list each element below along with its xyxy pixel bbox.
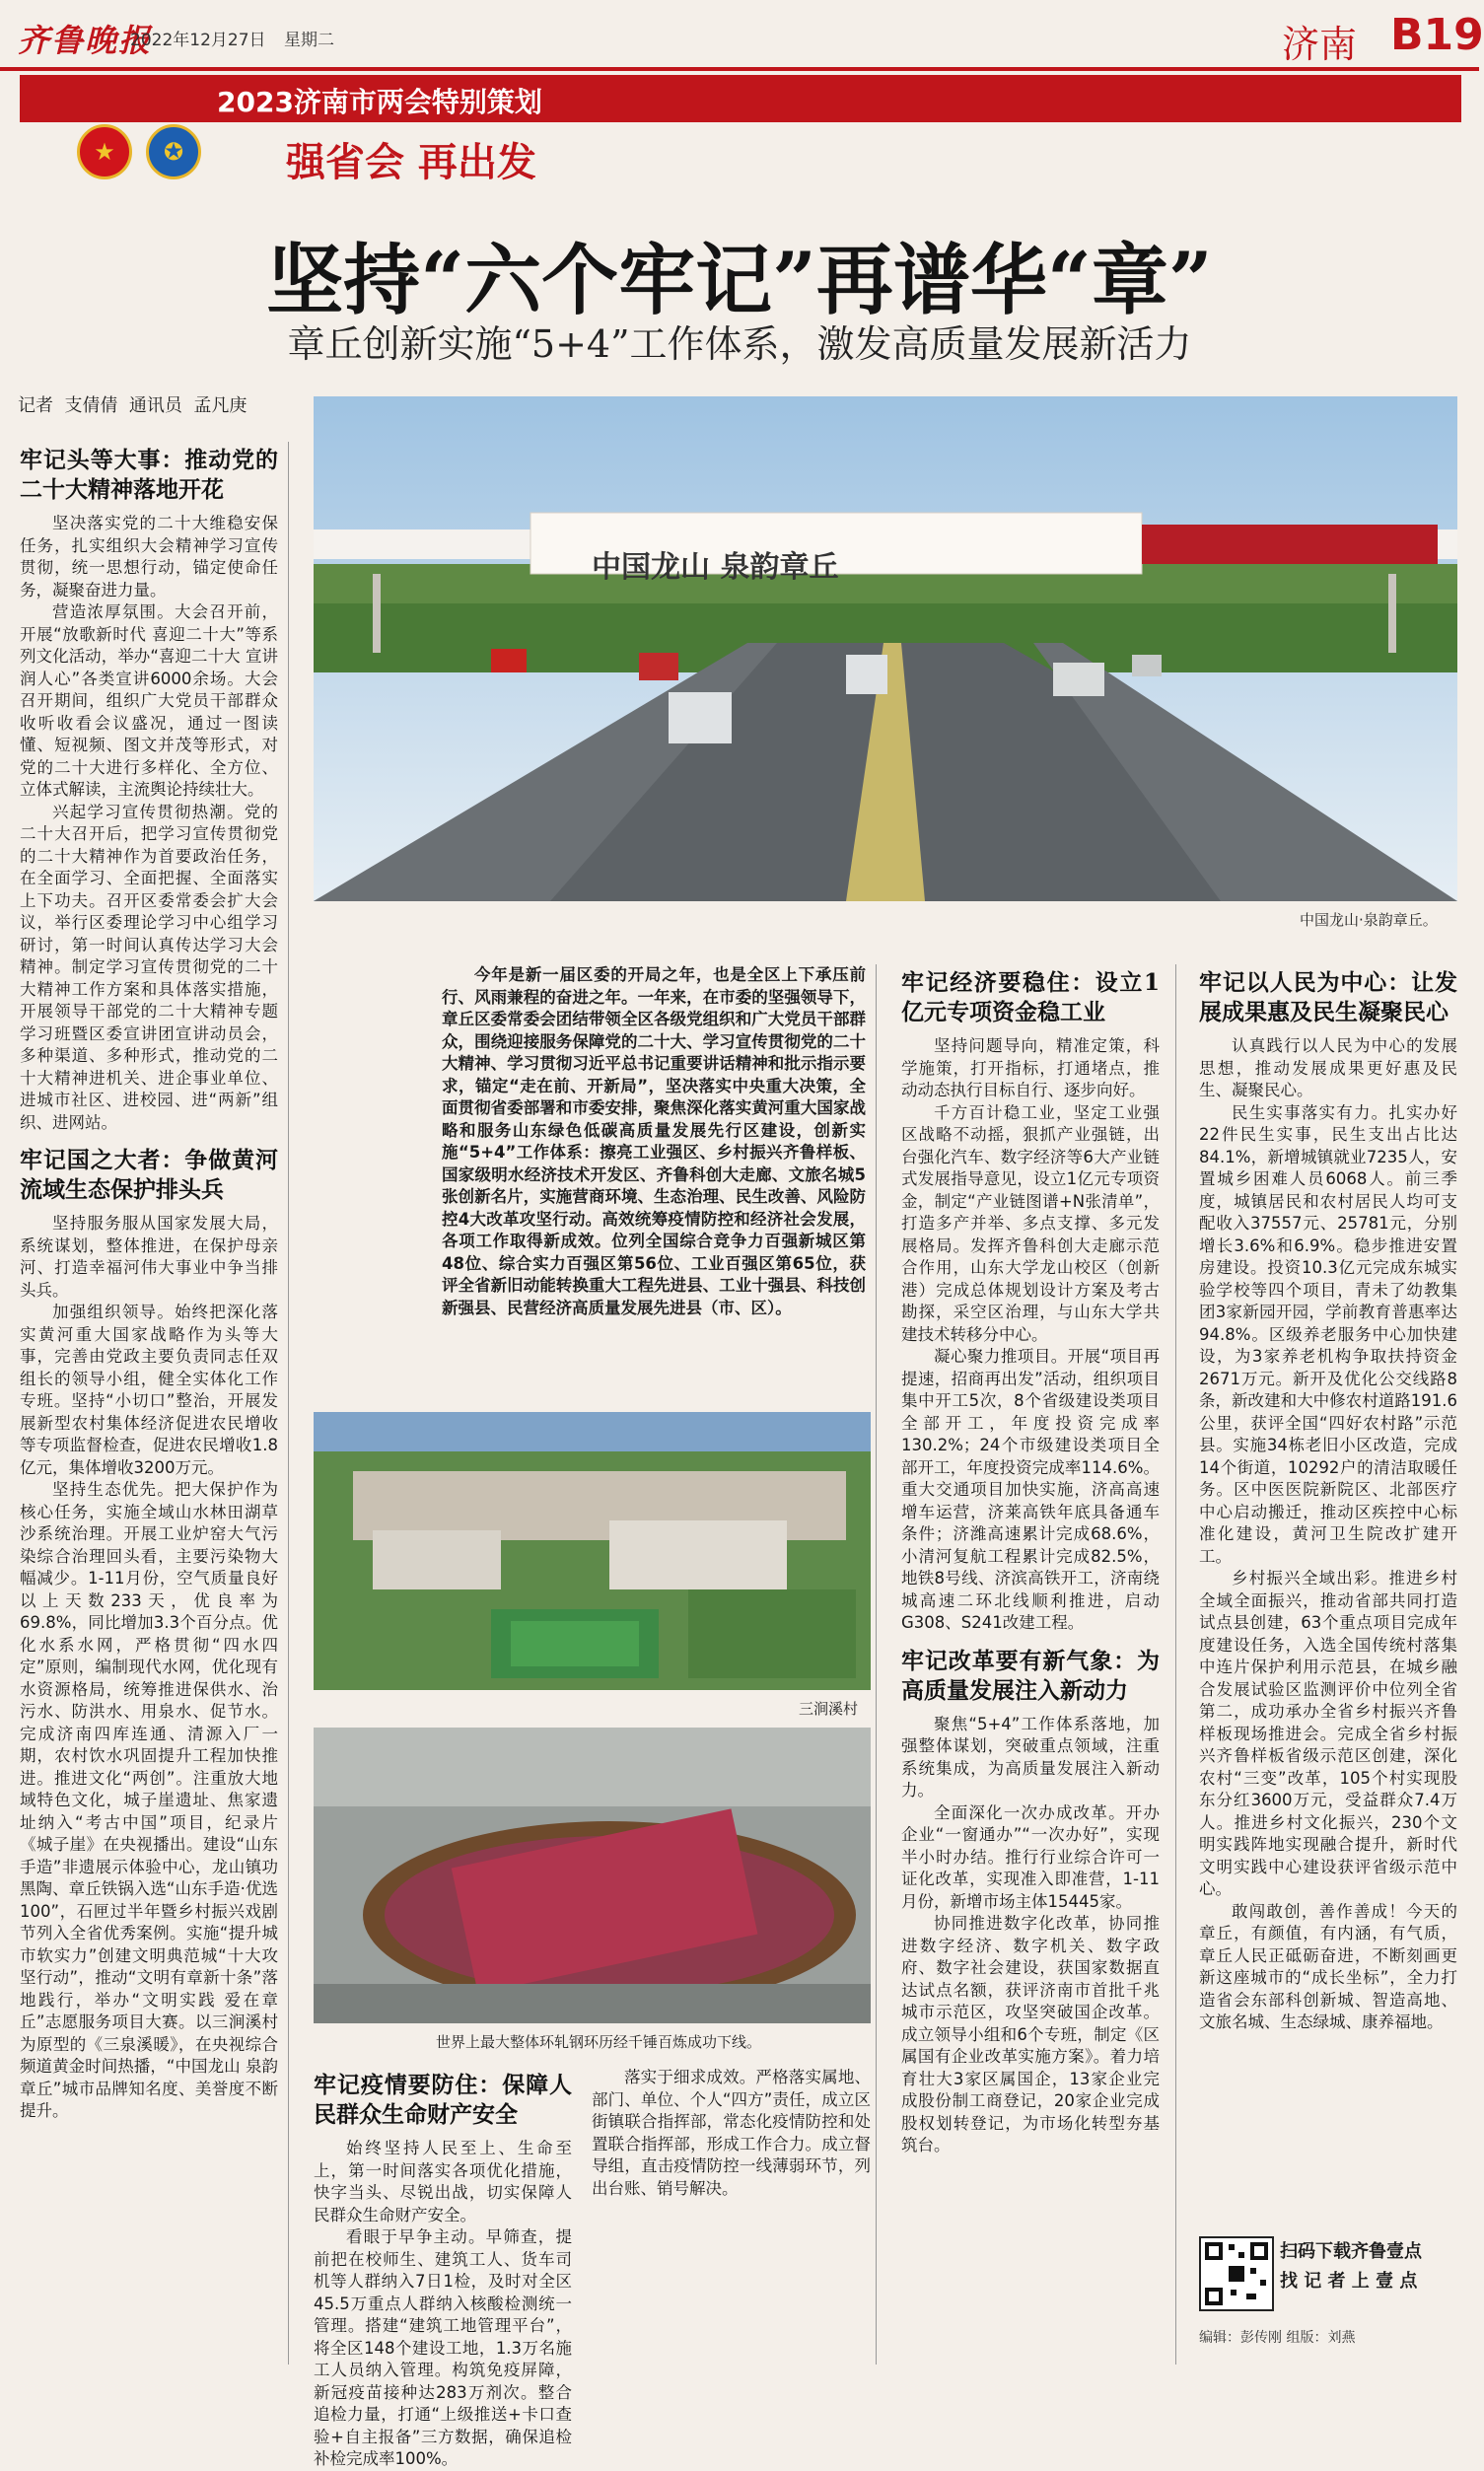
paragraph: 坚持生态优先。把大保护作为核心任务，实施全域山水林田湖草沙系统治理。开展工业炉窑大气污染综合治理回头看，主要污染物大幅减少。1-11月份，空气质量良好以上天数233天，优良率为69.8%，同比增加3.3个百分点。优化水系水网，严格贯彻“四水四定”原则，编制现代水网，优化现有水资源格局，统筹推进保供水、治污水、防洪水、用泉水、促节水。完成济南四库连通、清源入厂一期，农村饮水巩固提升工程加快推进。推进文化“两创”。注重放大地域特色文化，城子崖遗址、焦家遗址纳入“考古中国”项目，纪录片《城子崖》在央视播出。建设“山东手造”非遗展示体验中心，龙山镇功黑陶、章丘铁锅入选“山东手造·优选100”，石匣过半年暨乡村振兴戏剧节列入全省优秀案例。实施“提升城市软实力”创建文明典范城“十大攻坚行动”，推动“文明有章新十条”落地践行，举办“文明实践 爱在章丘”志愿服务项目大赛。以三涧溪村为原型的《三泉溪暖》，在央视综合频道黄金时间热播，“中国龙山 泉韵章丘”城市品牌知名度、美誉度不断提升。 [20, 1480, 278, 2120]
qr-prompt: 扫码下载齐鲁壹点 [1280, 2241, 1422, 2262]
column-divider [876, 964, 877, 2365]
page-number: B19 [1390, 10, 1484, 60]
intro-paragraph [442, 964, 866, 1319]
paragraph: 坚持服务服从国家发展大局，系统谋划，整体推进，在保护母亲河、打造幸福河伟大事业中争当排头兵。 [20, 1214, 278, 1300]
column-divider [1175, 964, 1176, 2365]
paragraph: 聚焦“5+4”工作体系落地，加强整体谋划，突破重点领域，注重系统集成，为高质量发展注入新动力。 [901, 1714, 1160, 1800]
cppcc-emblem-icon: ✪ [146, 124, 201, 179]
paragraph: 敢闯敢创，善作善成！今天的章丘，有颜值，有内涵，有气质，章丘人民正砥砺奋进，不断刻画更新这座城市的“成长坐标”，全力打造省会东部科创新城、智造高地、文旅名城、生态绿城、康养福地。 [1199, 1901, 1457, 2031]
paragraph: 兴起学习宣传贯彻热潮。党的二十大召开后，把学习宣传贯彻党的二十大精神作为首要政治任务，在全面学习、全面把握、全面落实上下功夫。召开区委常委会扩大会议，举行区委理论学习中心组学习研讨，第一时间认真传达学习大会精神。制定学习宣传贯彻党的二十大精神工作方案和具体落实措施，开展领导干部党的二十大精神专题学习班暨区委宣讲团宣讲动员会，多种渠道、多种形式，推动党的二十大精神进机关、进企事业单位、进城市社区、进校园、进“两新”组织、进网站。 [20, 802, 278, 1132]
paragraph: 千方百计稳工业，坚定工业强区战略不动摇，狠抓产业强链，出台强化汽车、数字经济等6大产业链式发展指导意见，设立1亿元专项资金，制定“产业链图谱+N张清单”，打造多产并举、多点支撑、多元发展格局。发挥齐鲁科创大走廊示范合作用，山东大学龙山校区（创新港）完成总体规划设计方案及考古勘探，采空区治理，与山东大学共建技术转移分中心。 [901, 1102, 1160, 1344]
paragraph: 加强组织领导。始终把深化落实黄河重大国家战略作为头等大事，完善由党政主要负责同志任双组长的领导小组，健全实体化工作专班。坚持“小切口”整治，开展发展新型农村集体经济促进农民增收等专项监督检查，促进农民增收1.8亿元，集体增收3200万元。 [20, 1303, 278, 1477]
column-epidemic [314, 2067, 572, 2468]
issue-date: 2022年12月27日 [130, 31, 266, 50]
byline: 记者 支倩倩 通讯员 孟凡庚 [18, 395, 247, 416]
section-title: 牢记以人民为中心：让发展成果惠及民生凝聚民心 [1199, 969, 1457, 1025]
road-photo [314, 396, 1457, 901]
paragraph: 始终坚持人民至上、生命至上，第一时间落实各项优化措施，快字当头、尽锐出战，切实保障人民群众生命财产安全。 [314, 2139, 572, 2224]
village-photo [314, 1412, 871, 1690]
header-rule [0, 67, 1479, 71]
paragraph: 看眼于早争主动。早筛查，提前把在校师生、建筑工人、货车司机等人群纳入7日1检，及时对全区45.5万重点人群纳入核酸检测统一管理。搭建“建筑工地管理平台”，将全区148个建设工地，1.3万名施工人员纳入管理。构筑免疫屏障，新冠疫苗接种达283万剂次。整合追检力量，打通“上级推送+卡口查验+自主报备”三方数据，确保追检补检完成率100%。 [314, 2227, 572, 2468]
national-emblem-icon: ★ [77, 124, 132, 179]
newspaper-logo: 齐鲁晚报 [18, 22, 153, 59]
billboard-sign: 中国龙山 泉韵章丘 [592, 550, 839, 585]
paragraph: 认真践行以人民为中心的发展思想，推动发展成果更好惠及民生、凝聚民心。 [1199, 1036, 1457, 1099]
section-title: 牢记改革要有新气象：为高质量发展注入新动力 [901, 1647, 1160, 1704]
paragraph: 全面深化一次办成改革。开办企业“一窗通办”“一次办好”，实现半小时办结。推行行业综合许可一证化改革，实现准入即准营，1-11月份，新增市场主体15445家。 [901, 1802, 1160, 1911]
column-economy [901, 964, 1160, 2365]
paragraph: 乡村振兴全域出彩。推进乡村全域全面振兴，推动省部共同打造试点县创建，63个重点项目完成年度建设任务，入选全国传统村落集中连片保护利用示范县，在城乡融合发展试验区监测评价中位列全省第二，成功承办全省乡村振兴齐鲁样板现场推进会。完成全省乡村振兴齐鲁样板省级示范区创建，深化农村“三变”改革，105个村实现股东分红3600万元，受益群众7.4万人。推进乡村文化振兴，230个文明实践阵地实现融合提升，新时代文明实践中心建设获评省级示范中心。 [1199, 1569, 1457, 1898]
paragraph: 协同推进数字化改革，协同推进数字经济、数字机关、数字政府、数字社会建设，获国家数据直达试点名额，获评济南市首批千兆城市示范区，攻坚突破国企改革。成立领导小组和6个专班，制定《区属国有企业改革实施方案》。着力培育壮大3家区属国企，13家企业完成股份制工商登记，20家企业完成股权划转登记，为市场化转型夯基筑台。 [901, 1914, 1160, 2154]
issue-weekday: 星期二 [284, 31, 334, 50]
photo-caption: 中国龙山·泉韵章丘。 [1300, 911, 1438, 929]
steel-ring-photo [314, 1728, 871, 2023]
banner-title: 2023济南市两会特别策划 [217, 86, 542, 118]
photo-caption: 三涧溪村 [799, 1700, 859, 1718]
section-name: 济南 [1282, 23, 1358, 66]
column-left [20, 442, 278, 2365]
qr-code-icon[interactable] [1199, 2236, 1274, 2311]
intro-text: 今年是新一届区委的开局之年，也是全区上下承压前行、风雨兼程的奋进之年。一年来，在市委的坚强领导下，章丘区委常委会团结带领全区各级党组织和广大党员干部群众，围绕迎接服务保障党的二十大、学习宣传贯彻党的二十大精神、学习贯彻习近平总书记重要讲话精神和批示指示要求，锚定“走在前、开新局”，坚决落实中央重大决策，全面贯彻省委部署和市委安排，聚焦深化落实黄河重大国家战略和服务山东绿色低碳高质量发展先行区建设，创新实施“5+4”工作体系：擦亮工业强区、乡村振兴齐鲁样板、国家级明水经济技术开发区、齐鲁科创大走廊、文旅名城5张创新名片，实施营商环境、生态治理、民生改善、风险防控4大改革攻坚行动。高效统筹疫情防控和经济社会发展，各项工作取得新成效。位列全国综合竞争力百强新城区第48位、综合实力百强区第56位、工业百强区第65位，获评全省新旧动能转换重大工程先进县、工业十强县、科技创新强县、民营经济高质量发展先进县（市、区）。 [442, 965, 866, 1317]
section-title: 牢记疫情要防住：保障人民群众生命财产安全 [314, 2072, 572, 2128]
paragraph: 民生实事落实有力。扎实办好22件民生实事，民生支出占比达84.1%，新增城镇就业7235人，安置城乡困难人员6068人。前三季度，城镇居民和农村居民人均可支配收入37557元、25781元，分别增长3.6%和6.9%。稳步推进安置房建设。投资10.3亿元完成东城实验学校等四个项目，青未了幼教集团3家新园开园，学前教育普惠率达94.8%。区级养老服务中心加快建设，为3家养老机构争取扶持资金2671万元。新开及优化公交线路8条，新改建和大中修农村道路191.6公里，获评全国“四好农村路”示范县。实施34栋老旧小区改造，完成14个街道，10292户的清洁取暖任务。区中医医院新院区、北部医疗中心启动搬迁，推动区疾控中心标准化建设，黄河卫生院改扩建开工。 [1199, 1102, 1457, 1566]
paragraph: 凝心聚力推项目。开展“项目再提速，招商再出发”活动，组织项目集中开工5次，8个省级建设类项目全部开工，年度投资完成率130.2%；24个市级建设类项目全部开工，年度投资完成率114.6%。重大交通项目加快实施，济高高速增车运营，济莱高铁年底具备通车条件；济潍高速累计完成68.6%，小清河复航工程累计完成82.5%，地铁8号线、济滨高铁开工，济南绕城高速二环北线顺利推进，启动G308、S241改建工程。 [901, 1347, 1160, 1632]
paragraph: 营造浓厚氛围。大会召开前，开展“放歌新时代 喜迎二十大”等系列文化活动，举办“喜迎二十大 宣讲润人心”各类宣讲6000余场。大会召开期间，组织广大党员干部群众收听收看会议盛况，通过一图读懂、短视频、图文并茂等形式，对党的二十大进行多样化、全方位、立体式解读，主流舆论持续壮大。 [20, 602, 278, 799]
section-title: 牢记头等大事：推动党的二十大精神落地开花 [20, 447, 278, 503]
photo-caption: 世界上最大整体环轧钢环历经千锤百炼成功下线。 [436, 2033, 762, 2051]
headline: 坚持“六个牢记”再谱华“章” [266, 236, 1213, 325]
subheadline: 章丘创新实施“5+4”工作体系，激发高质量发展新活力 [287, 322, 1192, 366]
section-title: 牢记经济要稳住：设立1亿元专项资金稳工业 [901, 969, 1160, 1025]
qr-prompt-sub: 找 记 者 上 壹 点 [1280, 2271, 1418, 2292]
editor-credits: 编辑：彭传刚 组版：刘燕 [1199, 2330, 1356, 2346]
section-title: 牢记国之大者：争做黄河流域生态保护排头兵 [20, 1147, 278, 1203]
paragraph: 坚决落实党的二十大维稳安保任务，扎实组织大会精神学习宣传贯彻，统一思想行动，锚定使命任务，凝聚奋进力量。 [20, 514, 278, 600]
paragraph: 落实于细求成效。严格落实属地、部门、单位、个人“四方”责任，成立区街镇联合指挥部，常态化疫情防控和处置联合指挥部，形成工作合力。成立督导组，直击疫情防控一线薄弱环节，列出台账、销号解决。 [592, 2068, 871, 2198]
slogan: 强省会 再出发 [286, 139, 536, 185]
column-divider [288, 442, 289, 2365]
paragraph: 坚持问题导向，精准定策，科学施策，打开指标，打通堵点，推动动态执行目标自行、逐步向好。 [901, 1036, 1160, 1099]
column-people [1199, 964, 1457, 2217]
column-epidemic-cont [592, 2067, 871, 2372]
